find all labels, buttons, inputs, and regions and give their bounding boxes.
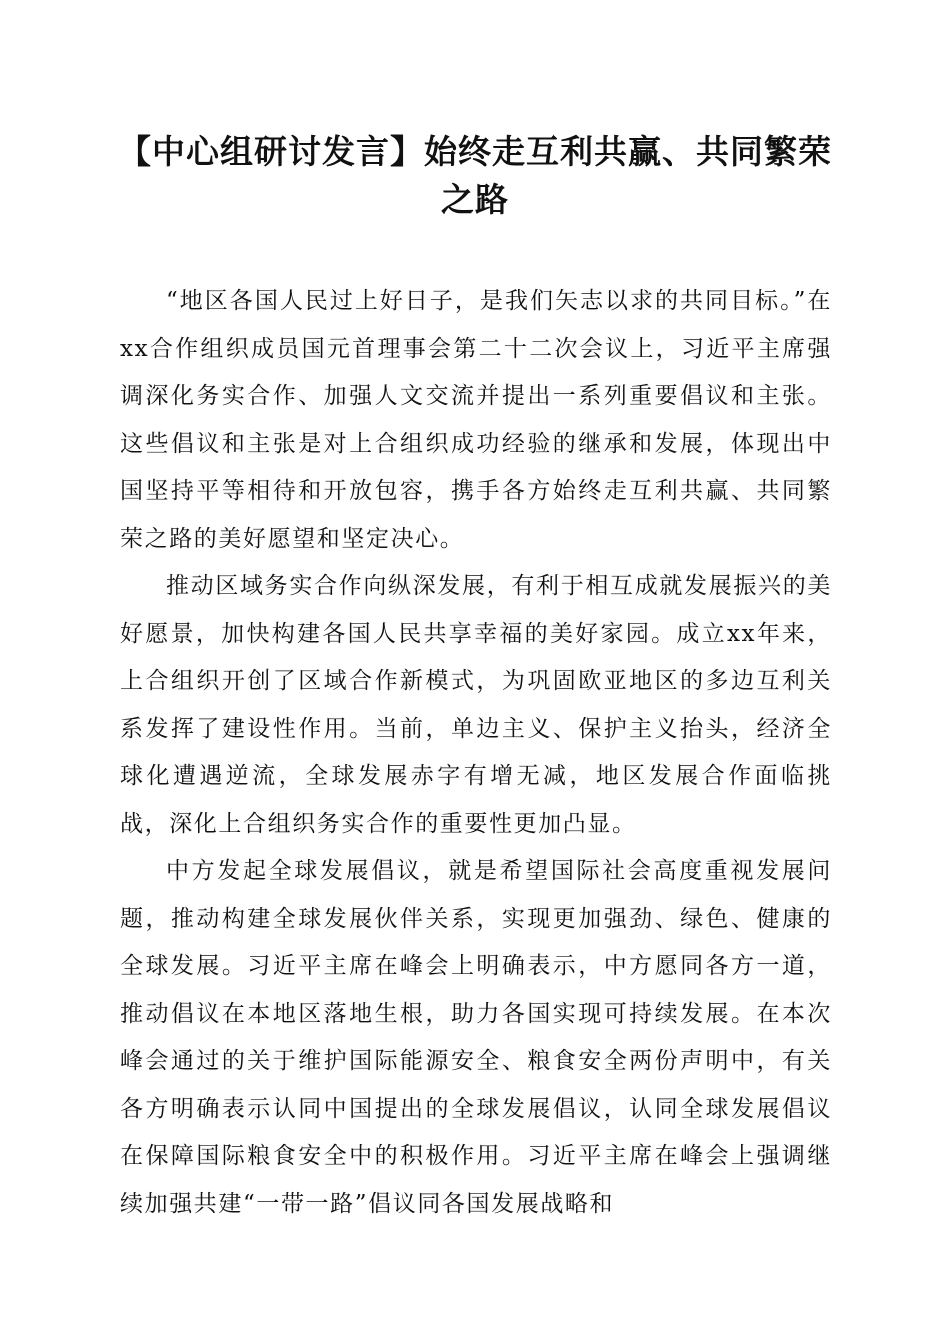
paragraph-1: “地区各国人民过上好日子，是我们矢志以求的共同目标。”在xx合作组织成员国元首理事会第二十二次会议上，习近平主席强调深化务实合作、加强人文交流并提出一系列重要倡议和主张。这些倡议和主张是对上合组织成功经验的继承和发展，体现出中国坚持平等相待和开放包容，携手各方始终走互利共赢、共同繁荣之路的美好愿望和坚定决心。 bbox=[120, 288, 832, 552]
document-title: 【中心组研讨发言】始终走互利共赢、共同繁荣之路 bbox=[118, 132, 832, 219]
paragraph-3: 中方发起全球发展倡议，就是希望国际社会高度重视发展问题，推动构建全球发展伙伴关系，实现更加强劲、绿色、健康的全球发展。习近平主席在峰会上明确表示，中方愿同各方一道，推动倡议在本地区落地生根，助力各国实现可持续发展。在本次峰会通过的关于维护国际能源安全、粮食安全两份声明中，有关各方明确表示认同中国提出的全球发展倡议，认同全球发展倡议在保障国际粮食安全中的积极作用。习近平主席在峰会上强调继续加强共建“一带一路”倡议同各国发展战略和 bbox=[120, 858, 832, 1217]
paragraph-2: 推动区域务实合作向纵深发展，有利于相互成就发展振兴的美好愿景，加快构建各国人民共享幸福的美好家园。成立xx年来，上合组织开创了区域合作新模式，为巩固欧亚地区的多边互利关系发挥了建设性作用。当前，单边主义、保护主义抬头，经济全球化遭遇逆流，全球发展赤字有增无减，地区发展合作面临挑战，深化上合组织务实合作的重要性更加凸显。 bbox=[120, 573, 832, 837]
document-body bbox=[120, 278, 832, 1228]
